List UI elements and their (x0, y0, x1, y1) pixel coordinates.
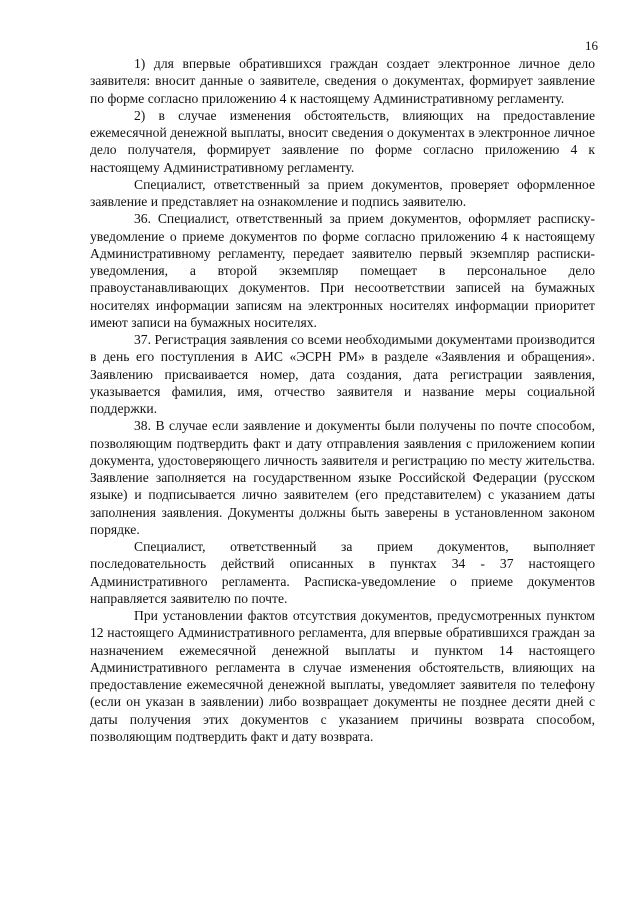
paragraph-clause-2: 2) в случае изменения обстоятельств, влияющих на предоставление ежемесячной денежной выплаты, вносит сведения о документах в электронное личное дело получателя, формирует заявление по форме согласно приложению 4 к настоящему Административному регламенту. (90, 107, 595, 175)
paragraph-item-36: 36. Специалист, ответственный за прием документов, оформляет расписку-уведомление о приеме документов по форме согласно приложению 4 к настоящему Административному регламенту, передает заявителю первый экземпляр расписки-уведомления, а второй экземпляр помещает в персональное дело правоустанавливающих документов. При несоответствии записей на бумажных носителях информации записям на электронных носителях информации приоритет имеют записи на бумажных носителях. (90, 211, 595, 330)
paragraph-item-37: 37. Регистрация заявления со всеми необходимыми документами производится в день его поступления в АИС «ЭСРН РМ» в разделе «Заявления и обращения». Заявлению присваивается номер, дата создания, дата регистрации заявления, указывается фамилия, имя, отчество заявителя и название меры социальной поддержки. (90, 332, 595, 416)
document-body (90, 55, 595, 745)
page-number: 16 (585, 38, 598, 53)
paragraph-clause-1: 1) для впервые обратившихся граждан создает электронное личное дело заявителя: вносит данные о заявителе, сведения о документах, формирует заявление по форме согласно приложению 4 к настоящему Административному регламенту. (90, 56, 595, 106)
paragraph-item-38: 38. В случае если заявление и документы были получены по почте способом, позволяющим подтвердить факт и дату отправления заявления с приложением копии документа, удостоверяющего личность заявителя и регистрацию по месту жительства. Заявление заполняется на государственном языке Российской Федерации (русском языке) и подписывается лично заявителем (его представителем) с указанием даты заполнения заявления. Документы должны быть заверены в установленном законом порядке. (90, 418, 595, 537)
paragraph-specialist-actions: Специалист, ответственный за прием документов, выполняет последовательность действий описанных в пунктах 34 - 37 настоящего Административного регламента. Расписка-уведомление о приеме документов направляется заявителю по почте. (90, 539, 595, 606)
paragraph-missing-documents: При установлении фактов отсутствия документов, предусмотренных пунктом 12 настоящего Административного регламента, для впервые обратившихся граждан за назначением ежемесячной денежной выплаты и пунктом 14 настоящего Административного регламента в случае изменения обстоятельств, влияющих на предоставление ежемесячной денежной выплаты, уведомляет заявителя по телефону (если он указан в заявлении) либо возвращает документы не позднее десяти дней с даты получения этих документов с указанием причины возврата способом, позволяющим подтвердить факт и дату возврата. (90, 608, 595, 744)
paragraph-specialist-check: Специалист, ответственный за прием документов, проверяет оформленное заявление и представляет на ознакомление и подпись заявителю. (90, 176, 595, 209)
